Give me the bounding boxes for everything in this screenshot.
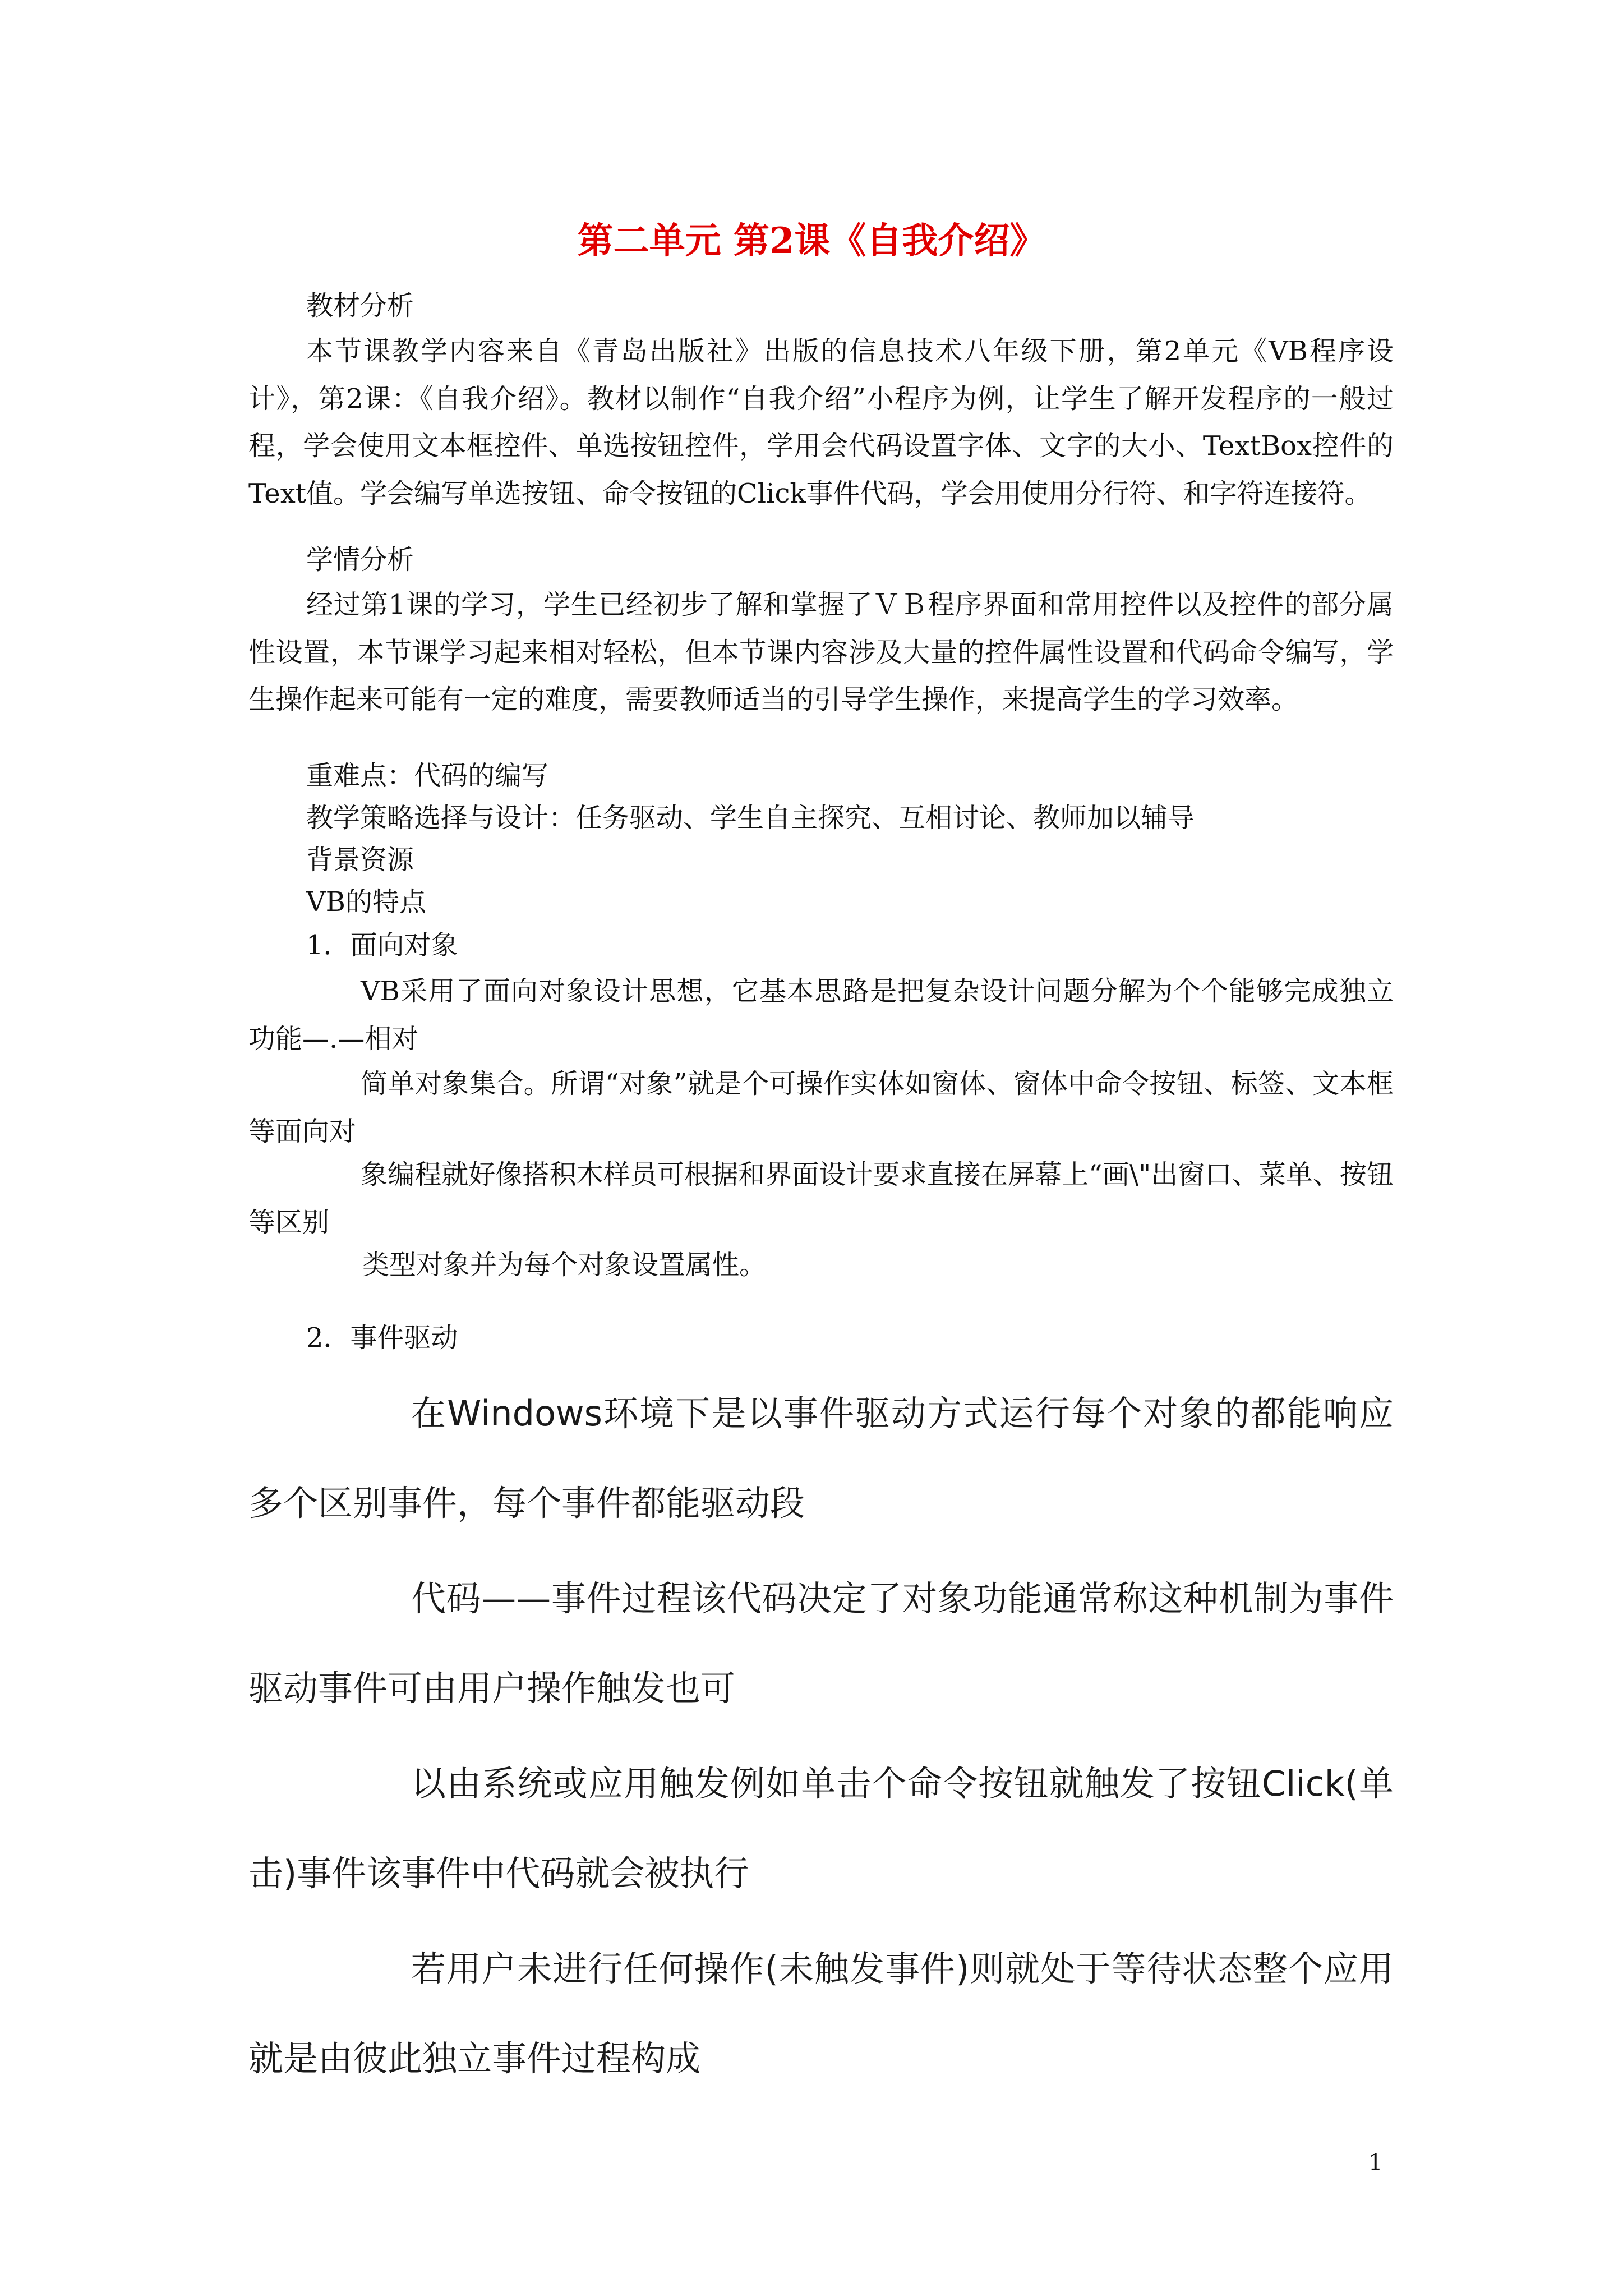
learner-analysis-heading: 学情分析 — [306, 544, 414, 576]
page-title: 第二单元 第2课《自我介绍》 — [577, 220, 1046, 262]
page-number: 1 — [1368, 2150, 1383, 2175]
textbook-analysis-paragraph: 本节课教学内容来自《青岛出版社》出版的信息技术八年级下册，第2单元《VB程序设计》，第2课：《自我介绍》。教材以制作“自我介绍”小程序为例，让学生了解开发程序的一般过程，学会使用文本框控件、单选按钮控件，学用会代码设置字体、文字的大小、TextBox控件的Text值。学会编写单选按钮、命令按钮的Click事件代码，学会用使用分行符、和字符连接符。 — [248, 335, 1394, 509]
object-oriented-paragraph-1: VB采用了面向对象设计思想，它基本思路是把复杂设计问题分解为个个能够完成独立功能—.—相对 — [248, 976, 1394, 1055]
object-oriented-heading: 1．面向对象 — [306, 930, 458, 961]
strategy-line: 教学策略选择与设计：任务驱动、学生自主探究、互相讨论、教师加以辅导 — [306, 802, 1195, 834]
event-driven-paragraph-3: 以由系统或应用触发例如单击个命令按钮就触发了按钮Click(单击)事件该事件中代码就会被执行 — [248, 1763, 1394, 1894]
event-driven-paragraph-1: 在Windows环境下是以事件驱动方式运行每个对象的都能响应多个区别事件，每个事件都能驱动段 — [248, 1393, 1394, 1524]
event-driven-heading: 2．事件驱动 — [306, 1322, 458, 1354]
event-driven-paragraph-2: 代码——事件过程该代码决定了对象功能通常称这种机制为事件驱动事件可由用户操作触发也可 — [248, 1578, 1394, 1709]
learner-analysis-paragraph: 经过第1课的学习，学生已经初步了解和掌握了ＶＢ程序界面和常用控件以及控件的部分属性设置，本节课学习起来相对轻松，但本节课内容涉及大量的控件属性设置和代码命令编写，学生操作起来可能有一定的难度，需要教师适当的引导学生操作，来提高学生的学习效率。 — [248, 589, 1394, 715]
event-driven-paragraph-4: 若用户未进行任何操作(未触发事件)则就处于等待状态整个应用就是由彼此独立事件过程构成 — [248, 1948, 1394, 2079]
textbook-analysis-heading: 教材分析 — [306, 290, 414, 321]
vb-features-heading: VB的特点 — [306, 886, 426, 918]
background-resources-heading: 背景资源 — [306, 844, 414, 876]
object-oriented-paragraph-4: 类型对象并为每个对象设置属性。 — [362, 1249, 767, 1281]
difficulty-line: 重难点：代码的编写 — [306, 760, 549, 792]
object-oriented-paragraph-3: 象编程就好像搭积木样员可根据和界面设计要求直接在屏幕上“画\"出窗口、菜单、按钮等区别 — [248, 1159, 1394, 1238]
object-oriented-paragraph-2: 简单对象集合。所谓“对象”就是个可操作实体如窗体、窗体中命令按钮、标签、文本框等面向对 — [248, 1068, 1394, 1147]
